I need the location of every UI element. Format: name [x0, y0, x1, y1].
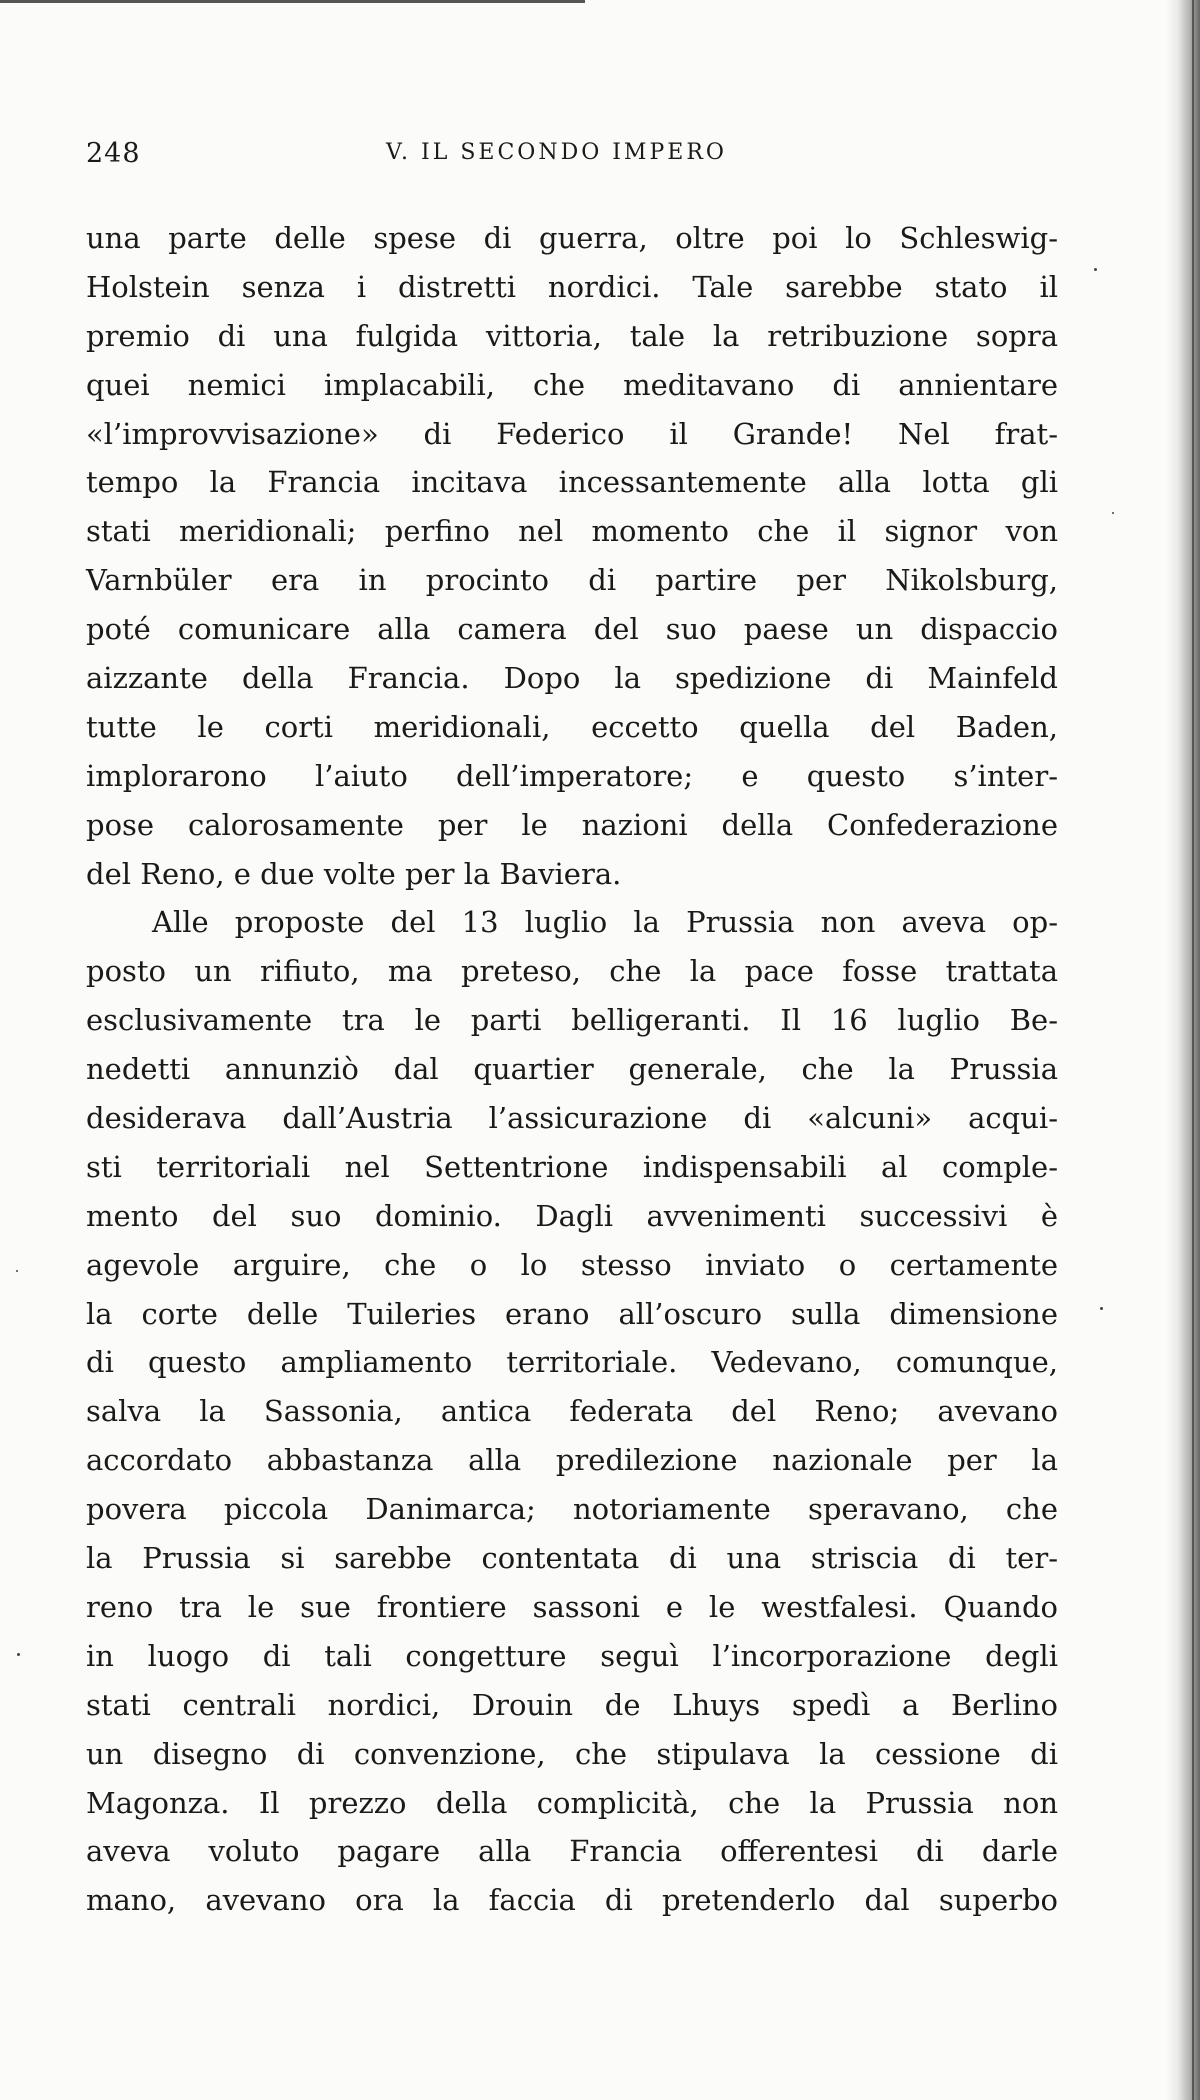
paragraph-1	[86, 214, 1058, 898]
text-line: quei nemici implacabili, che meditavano di annientare	[86, 367, 1058, 402]
text-line: reno tra le sue frontiere sassoni e le westfalesi. Quando	[86, 1589, 1058, 1624]
text-line: implorarono l’aiuto dell’imperatore; e questo s’inter-	[86, 758, 1058, 793]
text-line: agevole arguire, che o lo stesso inviato o certamente	[86, 1247, 1058, 1282]
running-head: V. IL SECONDO IMPERO	[386, 140, 727, 165]
page-header	[86, 138, 1058, 178]
paragraph-2	[86, 898, 1058, 1925]
text-line: salva la Sassonia, antica federata del Reno; avevano	[86, 1394, 1058, 1429]
text-line: del Reno, e due volte per la Baviera.	[86, 856, 622, 891]
text-line: aizzante della Francia. Dopo la spedizione di Mainfeld	[86, 661, 1058, 696]
text-line: accordato abbastanza alla predilezione nazionale per la	[86, 1443, 1058, 1478]
page-edge-shadow	[1166, 0, 1200, 2100]
text-line: di questo ampliamento territoriale. Vedevano, comunque,	[86, 1345, 1058, 1380]
text-line: tempo la Francia incitava incessantemente alla lotta gli	[86, 465, 1058, 500]
text-line: la Prussia si sarebbe contentata di una striscia di ter-	[86, 1541, 1058, 1576]
text-line: esclusivamente tra le parti belligeranti. Il 16 luglio Be-	[86, 1003, 1058, 1038]
paper-speck	[1112, 512, 1114, 514]
text-line: aveva voluto pagare alla Francia offerentesi di darle	[86, 1834, 1058, 1869]
text-line: Magonza. Il prezzo della complicità, che la Prussia non	[86, 1785, 1058, 1820]
text-line: la corte delle Tuileries erano all’oscuro sulla dimensione	[86, 1296, 1058, 1331]
text-line: Holstein senza i distretti nordici. Tale sarebbe stato il	[86, 269, 1058, 304]
text-line: sti territoriali nel Settentrione indispensabili al comple-	[86, 1149, 1058, 1184]
text-line: posto un rifiuto, ma preteso, che la pace fosse trattata	[86, 954, 1058, 989]
text-line: stati meridionali; perfino nel momento che il signor von	[86, 514, 1058, 549]
text-line: in luogo di tali congetture seguì l’incorporazione degli	[86, 1638, 1058, 1673]
text-line: tutte le corti meridionali, eccetto quella del Baden,	[86, 709, 1058, 744]
text-line: una parte delle spese di guerra, oltre poi lo Schleswig-	[86, 221, 1058, 255]
text-line: mento del suo dominio. Dagli avvenimenti successivi è	[86, 1198, 1058, 1233]
top-rule	[0, 0, 585, 3]
text-line: poté comunicare alla camera del suo paese un dispaccio	[86, 612, 1058, 647]
paper-speck	[16, 1270, 18, 1272]
page-number: 248	[86, 138, 141, 169]
text-line: nedetti annunziò dal quartier generale, che la Prussia	[86, 1052, 1058, 1087]
paper-speck	[1100, 1307, 1103, 1310]
text-line: premio di una fulgida vittoria, tale la retribuzione sopra	[86, 318, 1058, 353]
text-line: un disegno di convenzione, che stipulava la cessione di	[86, 1736, 1058, 1771]
text-line: pose calorosamente per le nazioni della Confederazione	[86, 807, 1058, 842]
paper-speck	[17, 1653, 20, 1656]
page-edge-line	[1192, 0, 1194, 2100]
text-line: povera piccola Danimarca; notoriamente speravano, che	[86, 1492, 1058, 1527]
text-line: Alle proposte del 13 luglio la Prussia non aveva op-	[152, 905, 1058, 940]
text-line: Varnbüler era in procinto di partire per Nikolsburg,	[86, 563, 1058, 598]
text-line: «l’improvvisazione» di Federico il Grande! Nel frat-	[86, 416, 1058, 451]
text-line: desiderava dall’Austria l’assicurazione di «alcuni» acqui-	[86, 1101, 1058, 1136]
text-line: mano, avevano ora la faccia di pretenderlo dal superbo	[86, 1883, 1058, 1918]
body-text	[86, 214, 1058, 1925]
paper-speck	[1094, 268, 1097, 271]
text-line: stati centrali nordici, Drouin de Lhuys spedì a Berlino	[86, 1687, 1058, 1722]
